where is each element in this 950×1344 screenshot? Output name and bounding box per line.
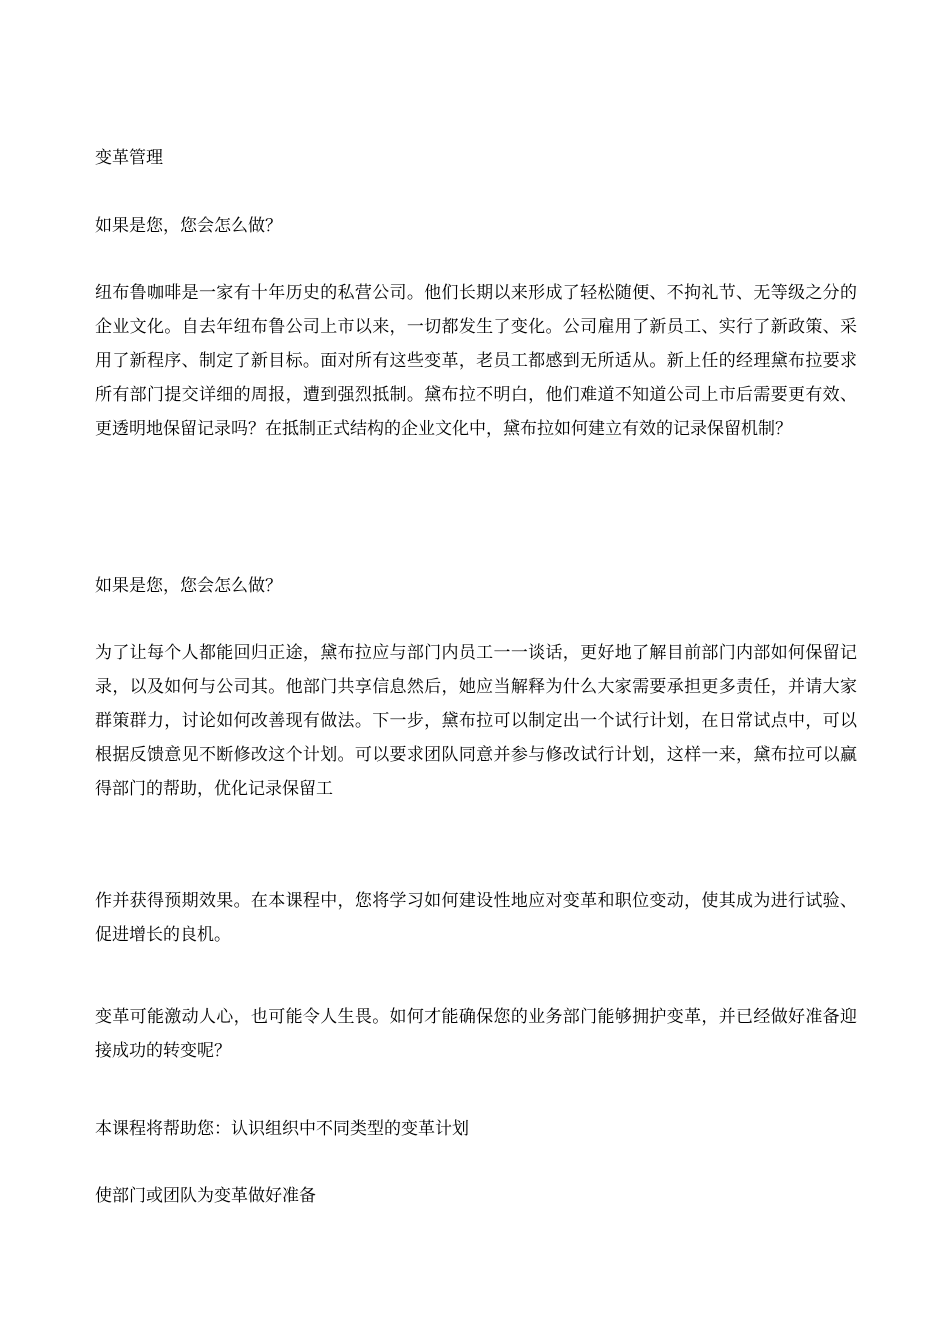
answer-continuation-paragraph: 作并获得预期效果。在本课程中，您将学习如何建设性地应对变革和职位变动，使其成为进行试验、促进增长的良机。 xyxy=(95,891,857,945)
case-paragraph: 纽布鲁咖啡是一家有十年历史的私营公司。他们长期以来形成了轻松随便、不拘礼节、无等级之分的企业文化。自去年纽布鲁公司上市以来，一切都发生了变化。公司雇用了新员工、实行了新政策、采用了新程序、制定了新目标。面对所有这些变革，老员工都感到无所适从。新上任的经理黛布拉要求所有部门提交详细的周报，遭到强烈抵制。黛布拉不明白，他们难道不知道公司上市后需要更有效、更透明地保留记录吗？在抵制正式结构的企业文化中，黛布拉如何建立有效的记录保留机制？ xyxy=(95,283,857,439)
change-paragraph: 变革可能激动人心，也可能令人生畏。如何才能确保您的业务部门能够拥护变革，并已经做好准备迎接成功的转变呢？ xyxy=(95,1007,857,1061)
document-title: 变革管理 xyxy=(95,148,163,168)
team-preparation-line: 使部门或团队为变革做好准备 xyxy=(95,1186,316,1206)
course-help-line: 本课程将帮助您：认识组织中不同类型的变革计划 xyxy=(95,1119,469,1139)
question-heading-1: 如果是您，您会怎么做？ xyxy=(95,216,282,236)
question-heading-2: 如果是您，您会怎么做？ xyxy=(95,576,282,596)
answer-paragraph: 为了让每个人都能回归正途，黛布拉应与部门内员工一一谈话，更好地了解目前部门内部如何保留记录，以及如何与公司其。他部门共享信息然后，她应当解释为什么大家需要承担更多责任，并请大家群策群力，讨论如何改善现有做法。下一步，黛布拉可以制定出一个试行计划，在日常试点中，可以根据反馈意见不断修改这个计划。可以要求团队同意并参与修改试行计划，这样一来，黛布拉可以赢得部门的帮助，优化记录保留工 xyxy=(95,643,857,799)
